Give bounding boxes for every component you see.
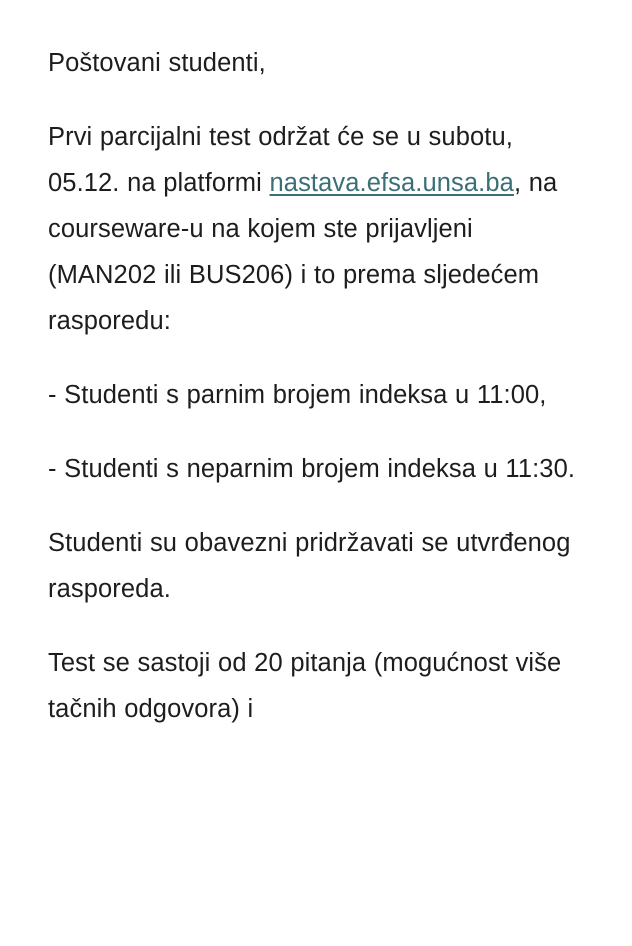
- odd-index-schedule-text: - Studenti s neparnim brojem indeksa u 11:30.: [48, 455, 576, 483]
- paragraph-even-index-schedule: [48, 372, 588, 418]
- paragraph-obligation-notice: [48, 520, 588, 612]
- even-index-schedule-text: - Studenti s parnim brojem indeksa u 11:00,: [48, 381, 547, 409]
- test-structure-text: Test se sastoji od 20 pitanja (mogućnost više tačnih odgovora) i: [48, 649, 562, 723]
- page-bottom-edge: [0, 938, 632, 946]
- paragraph-exam-announcement: [48, 114, 588, 344]
- paragraph-greeting: [48, 40, 588, 86]
- paragraph-test-structure: [48, 640, 588, 732]
- paragraph-odd-index-schedule: [48, 446, 588, 492]
- exam-announcement-text-after-link: , na courseware-u na kojem ste prijavljeni (MAN202 ili BUS206) i to prema sljedećem rasporedu:: [48, 169, 558, 335]
- exam-announcement-text-before-link: Prvi parcijalni test održat će se u subotu, 05.12. na platformi: [48, 123, 513, 197]
- platform-link[interactable]: nastava.efsa.unsa.ba: [269, 169, 514, 197]
- obligation-notice-text: Studenti su obavezni pridržavati se utvrđenog rasporeda.: [48, 529, 571, 603]
- greeting-text: Poštovani studenti,: [48, 49, 266, 77]
